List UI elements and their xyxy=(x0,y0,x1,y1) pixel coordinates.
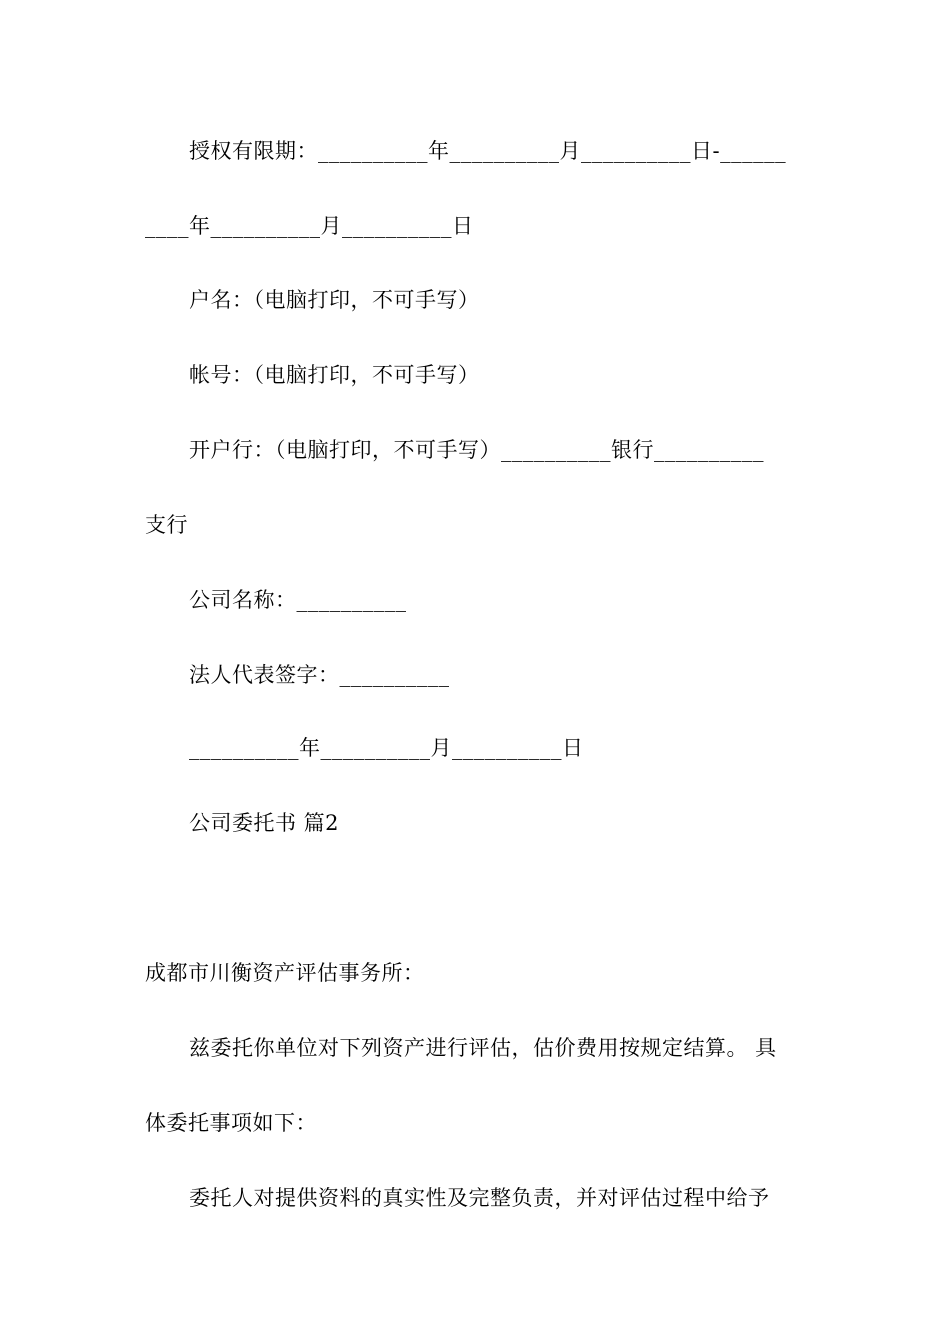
body-paragraph-1: 兹委托你单位对下列资产进行评估，估价费用按规定结算。 具 xyxy=(189,1036,777,1060)
body-paragraph-1-cont: 体委托事项如下： xyxy=(145,1111,317,1135)
bank-line-cont: 支行 xyxy=(145,513,188,537)
section-title: 公司委托书 篇2 xyxy=(189,811,340,835)
body-paragraph-2: 委托人对提供资料的真实性及完整负责，并对评估过程中给予 xyxy=(189,1186,770,1210)
date-line: __________年__________月__________日 xyxy=(189,736,584,760)
company-name-line: 公司名称：__________ xyxy=(189,588,407,612)
authorization-period-line: 授权有限期：__________年__________月__________日-______ xyxy=(189,139,787,163)
legal-rep-signature-line: 法人代表签字：__________ xyxy=(189,663,450,687)
authorization-period-line-cont: ____年__________月__________日 xyxy=(145,214,474,238)
bank-line: 开户行：（电脑打印，不可手写）__________银行__________ xyxy=(189,438,764,462)
addressee-line: 成都市川衡资产评估事务所： xyxy=(145,961,425,985)
account-number-line: 帐号：（电脑打印，不可手写） xyxy=(189,363,480,387)
account-name-line: 户名：（电脑打印，不可手写） xyxy=(189,288,480,312)
